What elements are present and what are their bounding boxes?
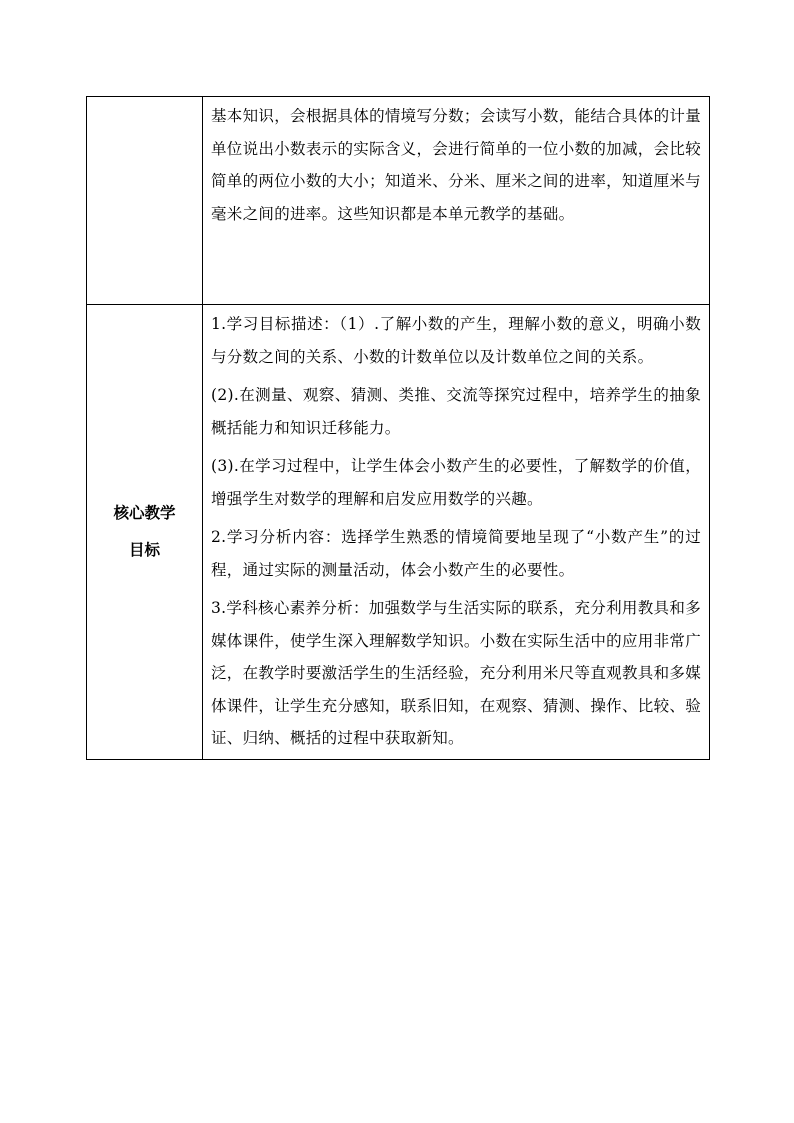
- paragraph-basic-knowledge: 基本知识，会根据具体的情境写分数；会读写小数，能结合具体的计量单位说出小数表示的实际含义，会进行简单的一位小数的加减，会比较简单的两位小数的大小；知道米、分米、厘米之间的进率，知道厘米与毫米之间的进率。这些知识都是本单元教学的基础。: [211, 107, 701, 223]
- paragraph-core-literacy: 3.学科核心素养分析：加强数学与生活实际的联系，充分利用教具和多媒体课件，使学生深入理解数学知识。小数在实际生活中的应用非常广泛，在教学时要激活学生的生活经验，充分利用米尺等直观教具和多媒体课件，让学生充分感知，联系旧知，在观察、猜测、操作、比较、验证、归纳、概括的过程中获取新知。: [211, 599, 701, 747]
- paragraph-objective-2: (2).在测量、观察、猜测、类推、交流等探究过程中，培养学生的抽象概括能力和知识迁移能力。: [211, 386, 701, 437]
- row-content-cell: [203, 97, 710, 305]
- label-line-2: 目标: [128, 540, 160, 559]
- table-row: [87, 97, 710, 305]
- paragraph-objective-1: 1.学习目标描述：（1）.了解小数的产生，理解小数的意义，明确小数与分数之间的关系、小数的计数单位以及计数单位之间的关系。: [211, 315, 701, 366]
- table-row: [87, 305, 710, 760]
- row-content-cell: [203, 305, 710, 760]
- row-label-core-objectives: [87, 305, 203, 760]
- paragraph-objective-3: (3).在学习过程中，让学生体会小数产生的必要性，了解数学的价值，增强学生对数学的理解和启发应用数学的兴趣。: [211, 457, 701, 508]
- lesson-plan-table: [86, 96, 710, 760]
- label-line-1: 核心教学: [113, 503, 176, 522]
- paragraph-analysis: 2.学习分析内容：选择学生熟悉的情境简要地呈现了“小数产生”的过程，通过实际的测量活动，体会小数产生的必要性。: [211, 528, 701, 579]
- row-label-empty: [87, 97, 203, 305]
